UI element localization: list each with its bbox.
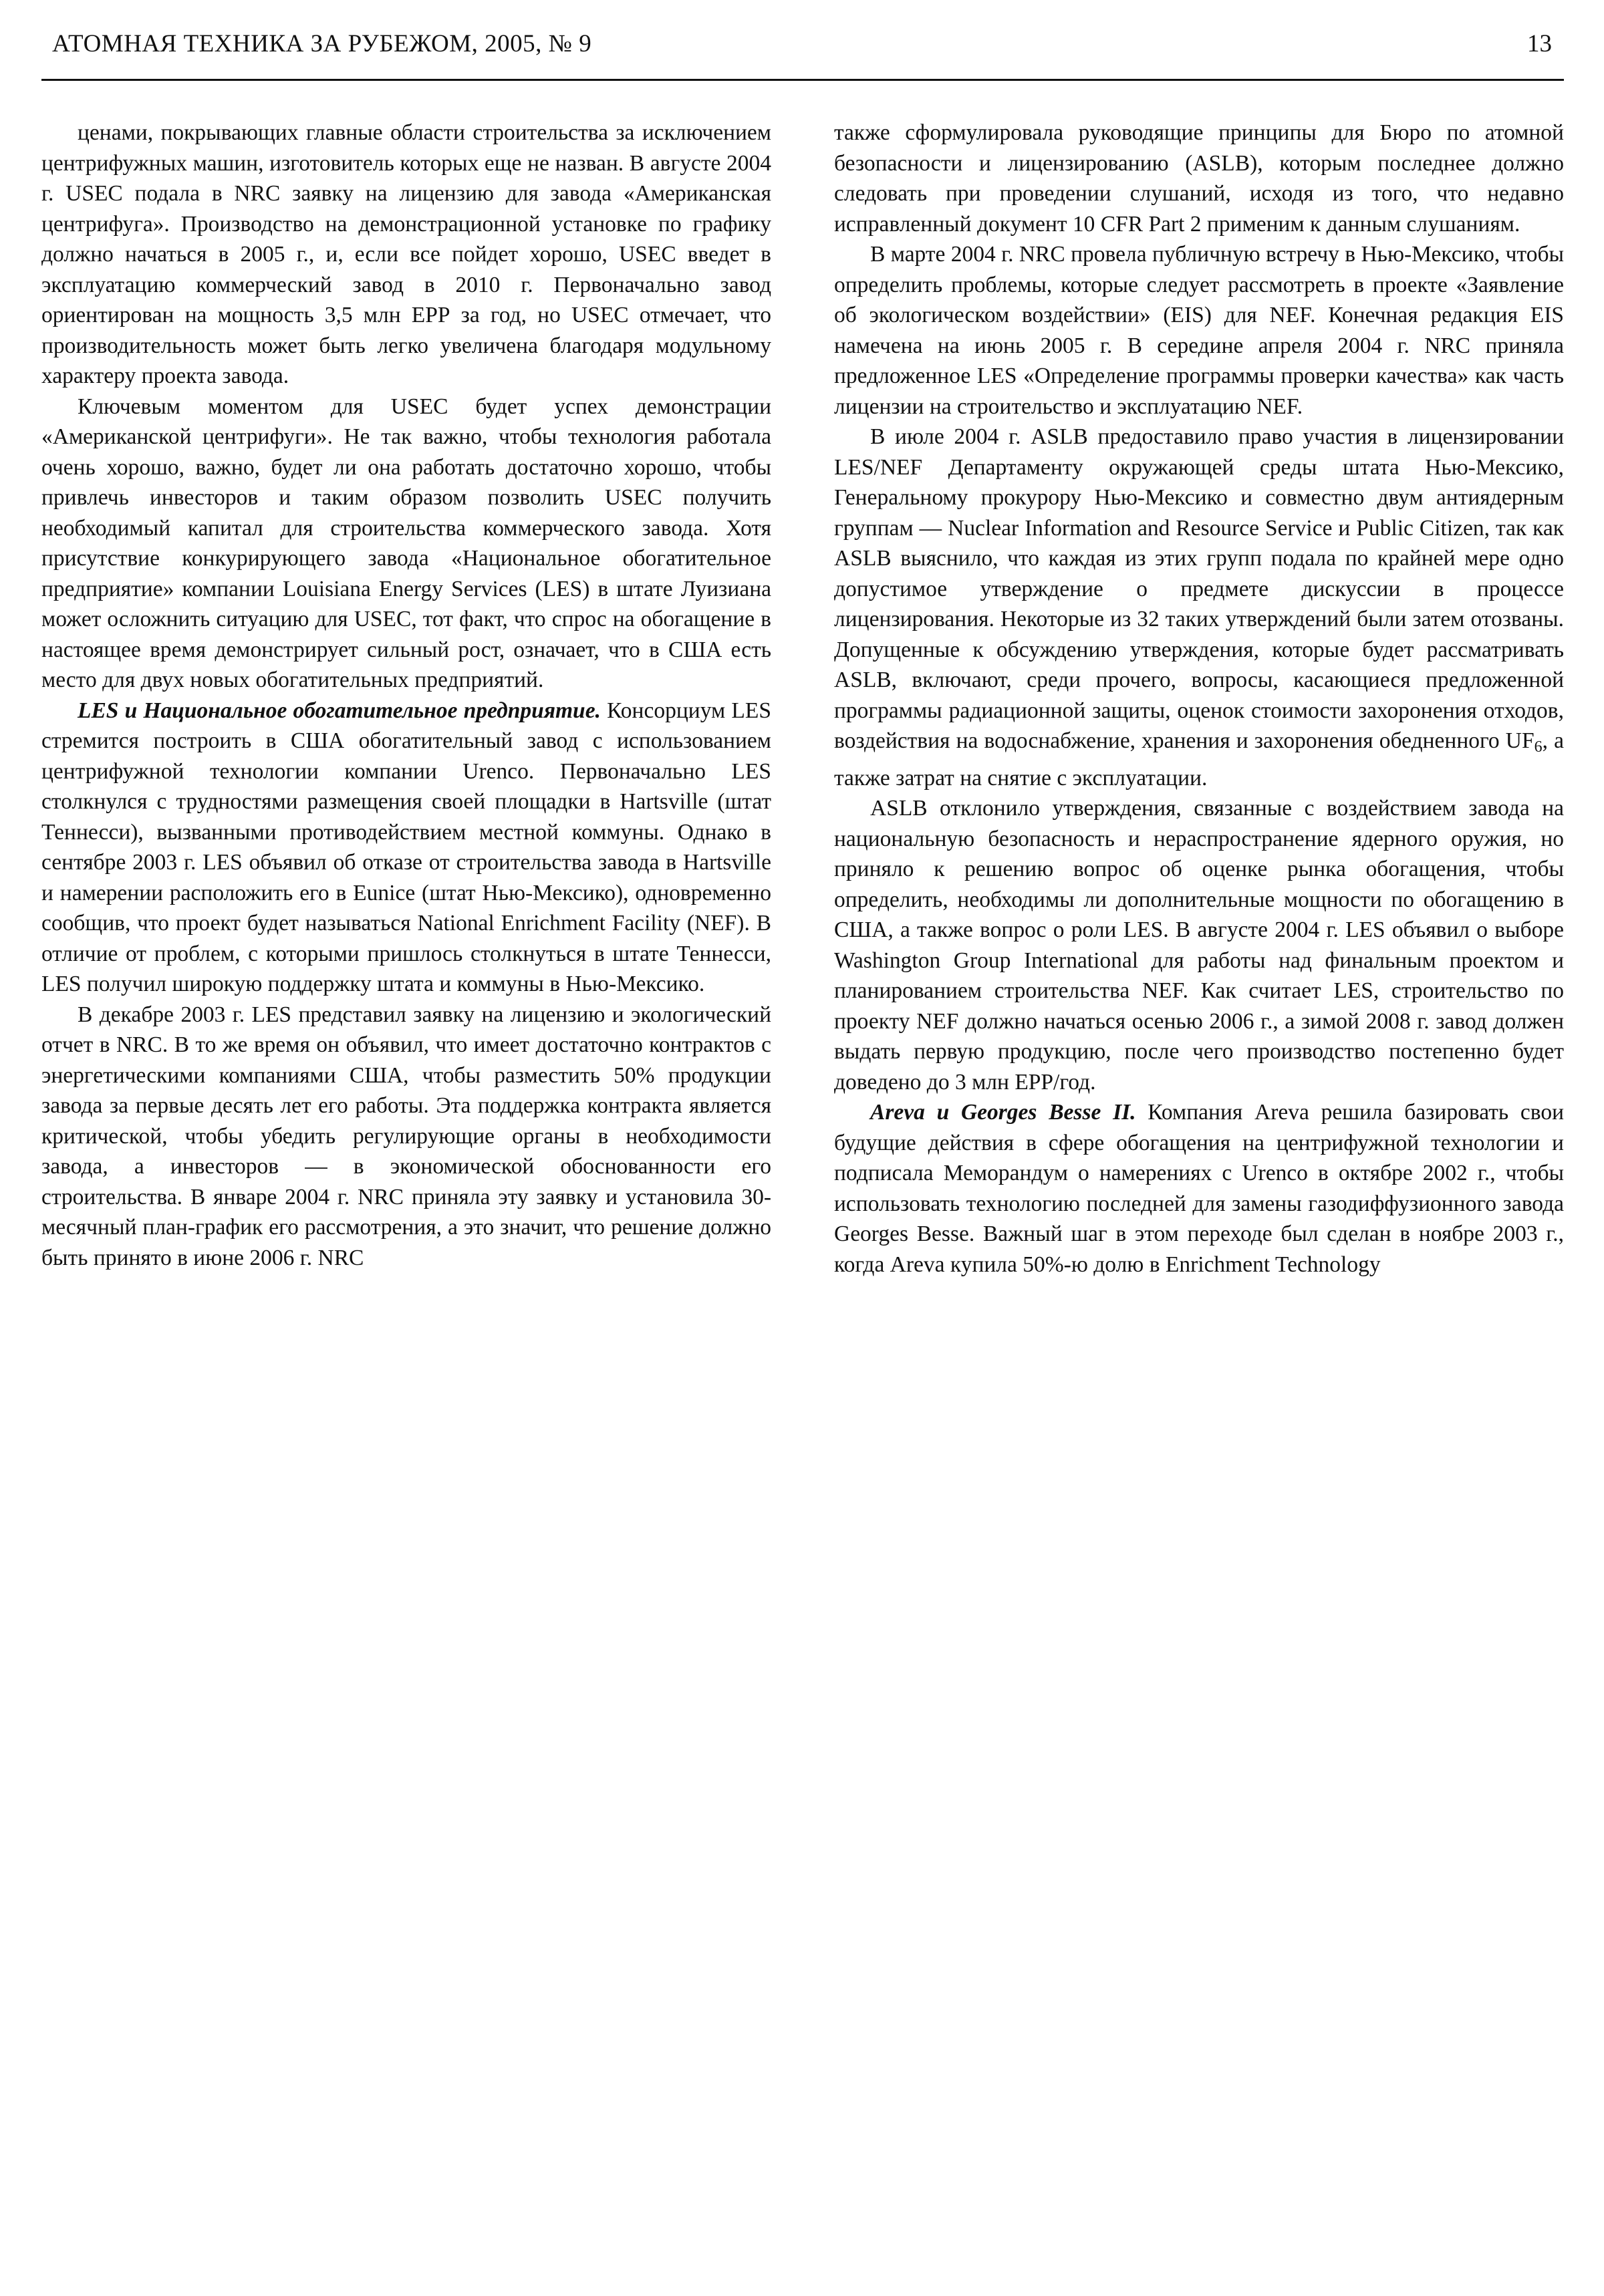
paragraph-text: Консорциум LES стремится построить в США обогатительный завод с использованием центрифужной технологии компании Urenco. Первоначально LES столкнулся с трудностями размещения своей площадки в Hartsville (штат Теннесси), вызванными противодействием местной коммуны. Однако в сентябре 2003 г. LES объявил об отказе от строительства завода в Hartsville и намерении расположить его в Eunice (штат Нью-Мексико), одновременно сообщив, что проект будет называться National Enrichment Facility (NEF). В отличие от проблем, с которыми пришлось столкнуться в штате Теннесси, LES получил широкую поддержку штата и коммуны в Нью-Мексико.	[41, 698, 771, 996]
subscript: 6	[1534, 738, 1543, 756]
header-divider	[41, 79, 1564, 81]
runin-heading: LES и Национальное обогатительное предприятие.	[78, 698, 601, 723]
column-right	[834, 118, 1564, 1280]
paragraph-text: В июле 2004 г. ASLB предоставило право участия в лицензировании LES/NEF Департаменту окружающей среды штата Нью-Мексико, Генеральному прокурору Нью-Мексико и совместно двум антиядерным группам — Nuclear Information and Resource Service и Public Citizen, так как ASLB выяснило, что каждая из этих групп подала по крайней мере одно допустимое утверждение о предмете дискуссии в процессе лицензирования. Некоторые из 32 таких утверждений были затем отозваны. Допущенные к обсуждению утверждения, которые будет рассматривать ASLB, включают, среди прочего, вопросы, касающиеся предложенной программы радиационной защиты, оценок стоимости захоронения отходов, воздействия на водоснабжение, хранения и захоронения обедненного UF	[834, 424, 1564, 753]
paragraph-with-runin-heading	[41, 696, 771, 1000]
paragraph: также сформулировала руководящие принципы для Бюро по атомной безопасности и лицензированию (ASLB), которым последнее должно следовать при проведении слушаний, исходя из того, что недавно исправленный документ 10 CFR Part 2 применим к данным слушаниям.	[834, 120, 1564, 237]
body-columns	[41, 118, 1564, 1280]
paragraph-with-subscript	[834, 422, 1564, 793]
paragraph-with-runin-heading	[834, 1097, 1564, 1280]
paragraph-text-after: , а также затрат на снятие с эксплуатации.	[834, 728, 1564, 791]
paragraph: В марте 2004 г. NRC провела публичную встречу в Нью-Мексико, чтобы определить проблемы, которые следует рассмотреть в проекте «Заявление об экологическом воздействии» (EIS) для NEF. Конечная редакция EIS намечена на июнь 2005 г. В середине апреля 2004 г. NRC приняла предложенное LES «Определение программы проверки качества» как часть лицензии на строительство и эксплуатацию NEF.	[834, 242, 1565, 419]
paragraph: ценами, покрывающих главные области строительства за исключением центрифужных машин, изготовитель которых еще не назван. В августе 2004 г. USEC подала в NRC заявку на лицензию для завода «Американская центрифуга». Производство на демонстрационной установке по графику должно начаться в 2005 г., и, если все пойдет хорошо, USEC введет в эксплуатацию коммерческий завод в 2010 г. Первоначально завод ориентирован на мощность 3,5 млн ЕРР за год, но USEC отмечает, что производительность может быть легко увеличена благодаря модульному характеру проекта завода.	[41, 120, 771, 388]
journal-title: АТОМНАЯ ТЕХНИКА ЗА РУБЕЖОМ, 2005, № 9	[52, 30, 592, 57]
runin-heading: Areva и Georges Besse II.	[870, 1100, 1136, 1125]
column-left	[41, 118, 771, 1280]
paragraph: ASLB отклонило утверждения, связанные с воздействием завода на национальную безопасность и нераспространение ядерного оружия, но приняло к решению вопрос об оценке рынка обогащения, чтобы определить, необходимы ли дополнительные мощности по обогащению в США, а также вопрос о роли LES. В августе 2004 г. LES объявил о выборе Washington Group International для работы над финальным проектом и планированием строительства NEF. Как считает LES, строительство по проекту NEF должно начаться осенью 2006 г., а зимой 2008 г. завод должен выдать первую продукцию, после чего производство постепенно будет доведено до 3 млн ЕРР/год.	[834, 796, 1564, 1095]
page-number: 13	[1527, 30, 1552, 57]
paragraph: В декабре 2003 г. LES представил заявку на лицензию и экологический отчет в NRC. В то же время он объявил, что имеет достаточно контрактов с энергетическими компаниями США, чтобы разместить 50% продукции завода за первые десять лет его работы. Эта поддержка контракта является критической, чтобы убедить регулирующие органы в необходимости завода, а инвесторов — в экономической обоснованности его строительства. В январе 2004 г. NRC приняла эту заявку и установила 30-месячный план-график его рассмотрения, а это значит, что решение должно быть принято в июне 2006 г. NRC	[41, 1002, 771, 1270]
paragraph: Ключевым моментом для USEC будет успех демонстрации «Американской центрифуги». Не так важно, чтобы технология работала очень хорошо, важно, будет ли она работать достаточно хорошо, чтобы привлечь инвесторов и таким образом позволить USEC получить необходимый капитал для строительства коммерческого завода. Хотя присутствие конкурирующего завода «Национальное обогатительное предприятие» компании Louisiana Energy Services (LES) в штате Луизиана может осложнить ситуацию для USEC, тот факт, что спрос на обогащение в настоящее время демонстрирует сильный рост, означает, что в США есть место для двух новых обогатительных предприятий.	[41, 394, 771, 692]
page-header	[52, 29, 1552, 67]
paragraph-text: Компания Areva решила базировать свои будущие действия в сфере обогащения на центрифужной технологии и подписала Меморандум о намерениях с Urenco в октябре 2002 г., чтобы использовать технологию последней для замены газодиффузионного завода Georges Besse. Важный шаг в этом переходе был сделан в ноябре 2003 г., когда Areva купила 50%-ю долю в Enrichment Technology	[834, 1100, 1564, 1277]
